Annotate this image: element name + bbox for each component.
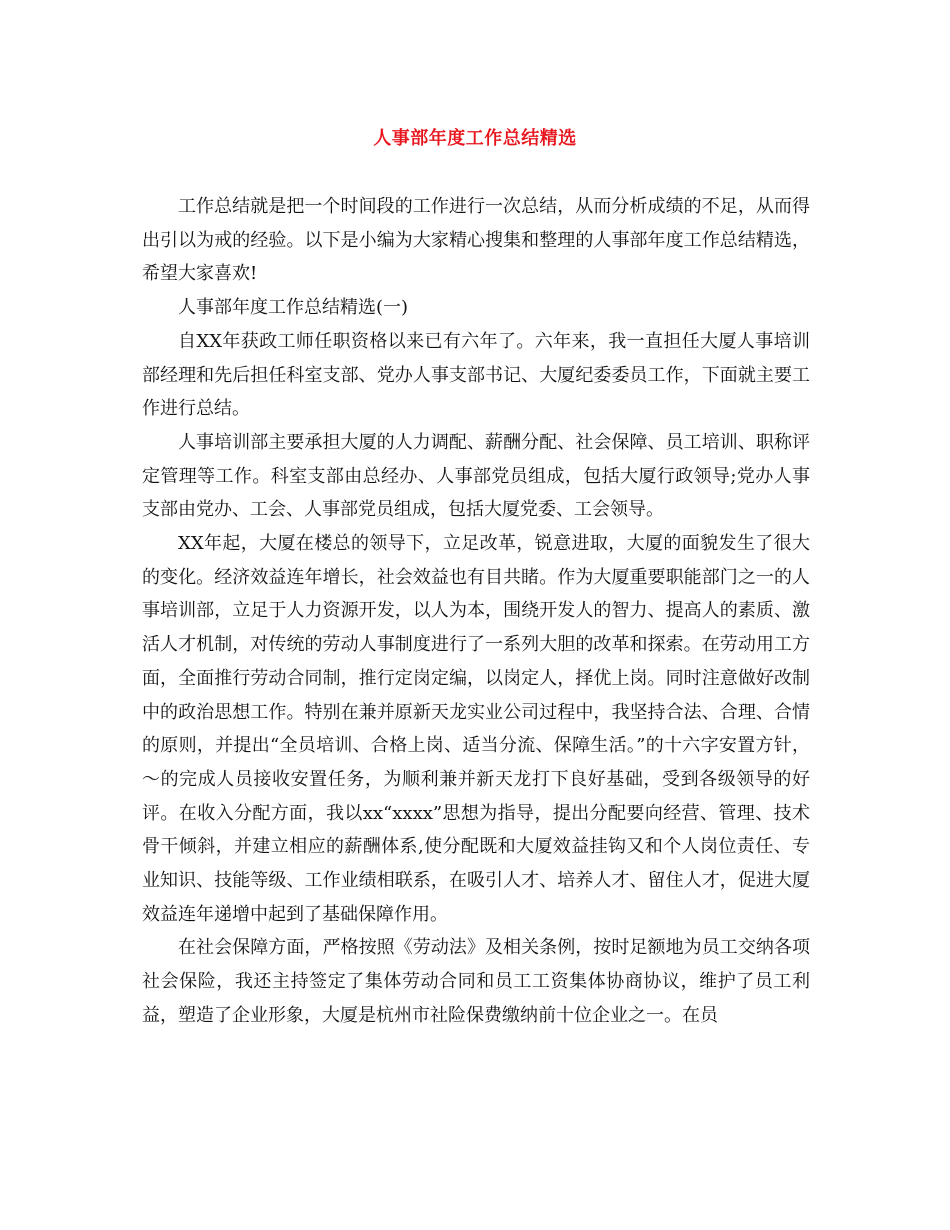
document-body [142,190,810,1033]
paragraph-reform: XX年起，大厦在楼总的领导下，立足改革，锐意进取，大厦的面貌发生了很大的变化。经济效益连年增长，社会效益也有目共睹。作为大厦重要职能部门之一的人事培训部，立足于人力资源开发，以人为本，围绕开发人的智力、提高人的素质、激活人才机制，对传统的劳动人事制度进行了一系列大胆的改革和探索。在劳动用工方面，全面推行劳动合同制，推行定岗定编，以岗定人，择优上岗。同时注意做好改制中的政治思想工作。特别在兼并原新天龙实业公司过程中，我坚持合法、合理、合情的原则，并提出“全员培训、合格上岗、适当分流、保障生活。”的十六字安置方针，～的完成人员接收安置任务，为顺利兼并新天龙打下良好基础，受到各级领导的好评。在收入分配方面，我以xx“xxxx”思想为指导，提出分配要向经营、管理、技术骨干倾斜，并建立相应的薪酬体系,使分配既和大厦效益挂钩又和个人岗位责任、专业知识、技能等级、工作业绩相联系，在吸引人才、培养人才、留住人才，促进大厦效益连年递增中起到了基础保障作用。 [142,533,810,925]
paragraph-qualification: 自XX年获政工师任职资格以来已有六年了。六年来，我一直担任大厦人事培训部经理和先后担任科室支部、党办人事支部书记、大厦纪委委员工作，下面就主要工作进行总结。 [142,330,810,420]
document-title: 人事部年度工作总结精选 [373,128,577,149]
paragraph-intro: 工作总结就是把一个时间段的工作进行一次总结，从而分析成绩的不足，从而得出引以为戒的经验。以下是小编为大家精心搜集和整理的人事部年度工作总结精选，希望大家喜欢! [142,196,810,285]
paragraph-department-duties: 人事培训部主要承担大厦的人力调配、薪酬分配、社会保障、员工培训、职称评定管理等工作。科室支部由总经办、人事部党员组成，包括大厦行政领导;党办人事支部由党办、工会、人事部党员组成，包括大厦党委、工会领导。 [142,431,810,521]
paragraph-social-security: 在社会保障方面，严格按照《劳动法》及相关条例，按时足额地为员工交纳各项社会保险，我还主持签定了集体劳动合同和员工工资集体协商协议，维护了员工利益，塑造了企业形象，大厦是杭州市社险保费缴纳前十位企业之一。在员 [142,937,810,1026]
section-heading: 人事部年度工作总结精选(一) [178,297,409,319]
